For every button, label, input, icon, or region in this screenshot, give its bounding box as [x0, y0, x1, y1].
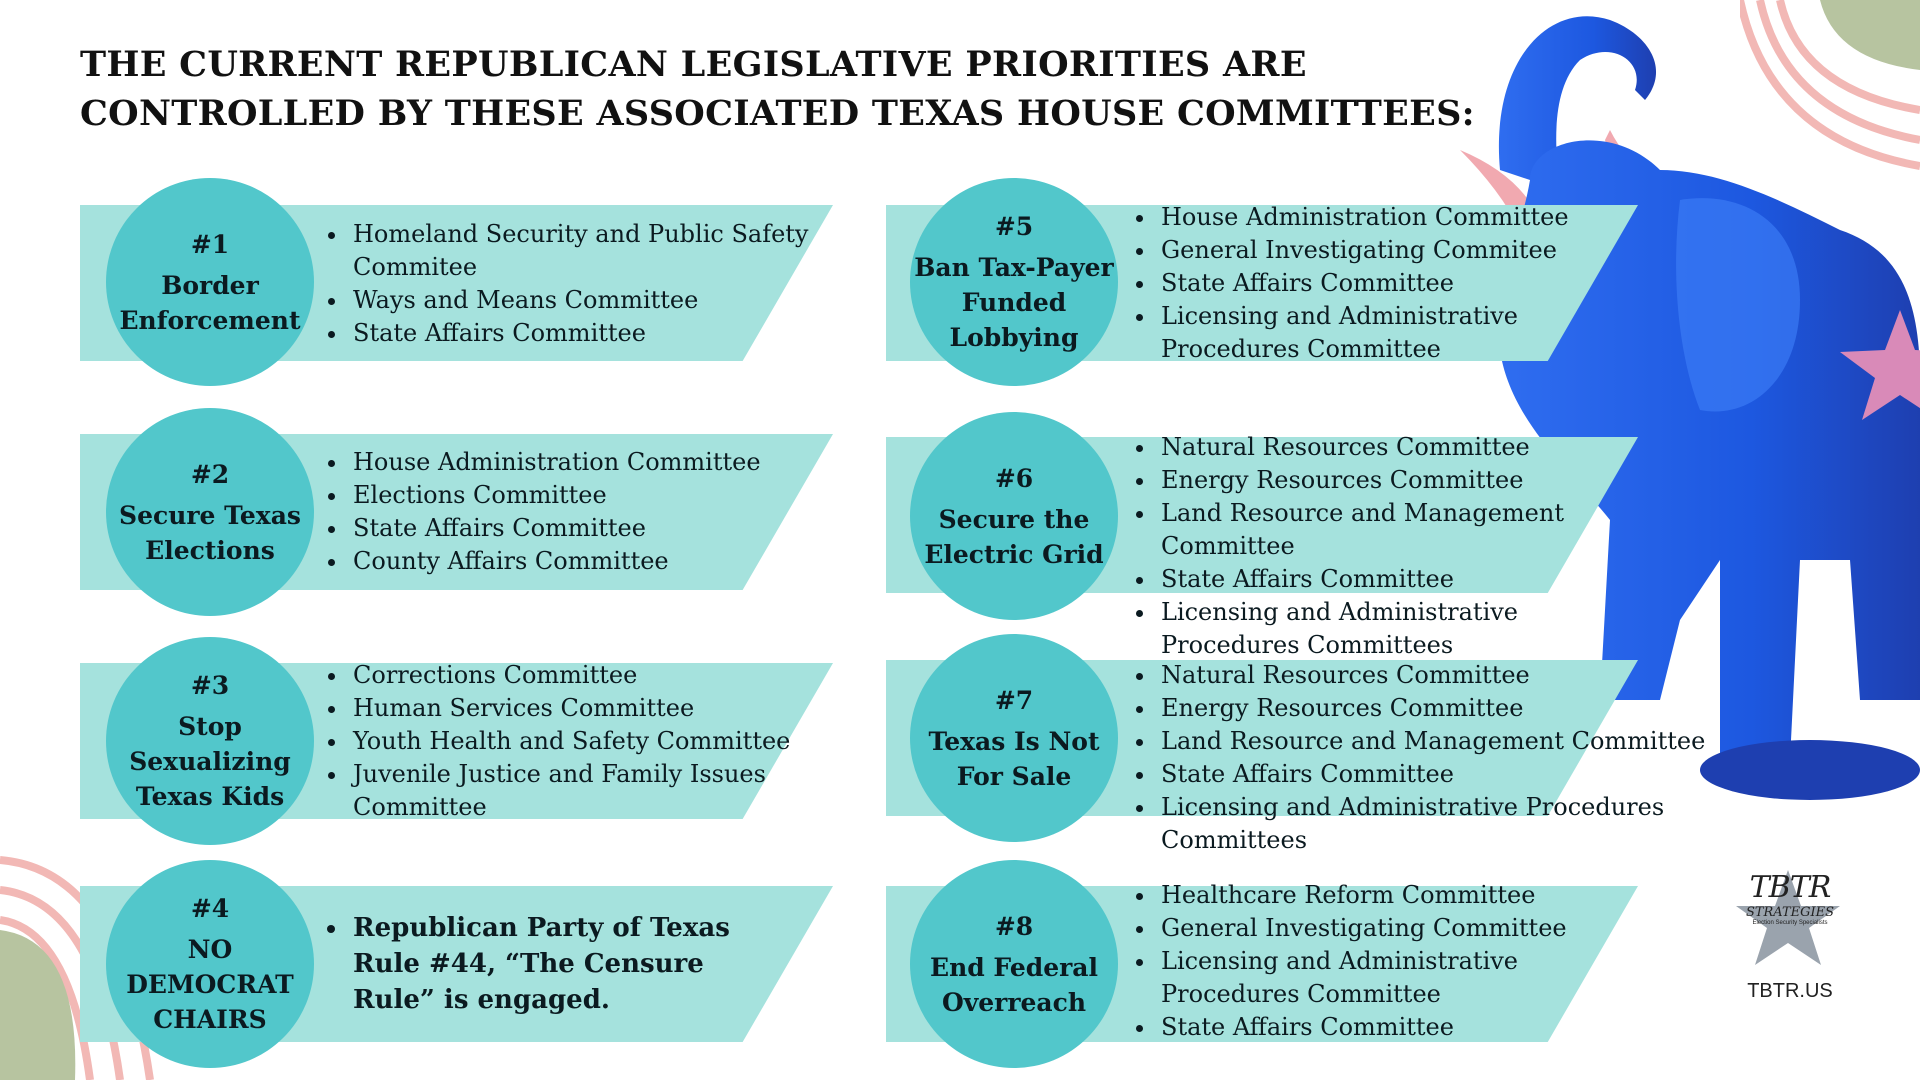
list-item: • Elections Committee [349, 479, 829, 512]
list-item: • Land Resource and Management Committee [1157, 497, 1587, 563]
list-item: • State Affairs Committee [1157, 758, 1717, 791]
list-item: • Healthcare Reform Committee [1157, 879, 1587, 912]
priority-number: #7 [994, 685, 1034, 715]
priority-title-line: Overreach [941, 987, 1087, 1017]
list-item: • House Administration Committee [349, 446, 829, 479]
priority-8-committees [1135, 879, 1587, 1044]
priority-title-line: Secure Texas [119, 500, 301, 530]
priority-title-line: Ban Tax-Payer [914, 253, 1114, 282]
list-item: • Corrections Committee [349, 659, 799, 692]
priority-number: #5 [994, 212, 1034, 241]
list-item: • General Investigating Commitee [1157, 234, 1617, 267]
priority-title-line: End Federal [930, 952, 1098, 982]
priority-4-circle [106, 860, 314, 1068]
priority-title-line: Funded [961, 288, 1067, 317]
priority-title-line: For Sale [956, 761, 1072, 791]
priority-7-circle [910, 634, 1118, 842]
list-item: • State Affairs Committee [349, 317, 829, 350]
list-item: • State Affairs Committee [349, 512, 829, 545]
list-item: • Natural Resources Committee [1157, 431, 1587, 464]
priority-2-circle [106, 408, 314, 616]
list-item: • Youth Health and Safety Committee [349, 725, 799, 758]
list-item: • Natural Resources Committee [1157, 659, 1717, 692]
list-item: • Licensing and Administrative Procedures Committee [1157, 945, 1587, 1011]
priority-title-line: Border [161, 270, 259, 300]
list-item: • State Affairs Committee [1157, 563, 1587, 596]
priority-3-committees [327, 659, 799, 824]
list-item: • Energy Resources Committee [1157, 692, 1717, 725]
list-item: • Human Services Committee [349, 692, 799, 725]
priority-title-line: Secure the [938, 504, 1090, 534]
priority-title-line: Electric Grid [924, 539, 1104, 569]
priority-title-line: Texas Is Not [928, 726, 1100, 756]
title-line-1: THE CURRENT REPUBLICAN LEGISLATIVE PRIORITIES ARE [80, 44, 1307, 85]
priority-1-circle [106, 178, 314, 386]
priority-number: #3 [190, 671, 230, 700]
list-item: • Republican Party of Texas Rule #44, “The Censure Rule” is engaged. [349, 910, 769, 1018]
logo-text: TBTR [1749, 870, 1831, 905]
priority-title-line: CHAIRS [153, 1005, 267, 1034]
logo-tagline: Election Security Specialists [1752, 920, 1828, 926]
site-url: TBTR.US [1747, 980, 1833, 1002]
list-item: • Energy Resources Committee [1157, 464, 1587, 497]
list-item: • State Affairs Committee [1157, 267, 1617, 300]
list-item: • Homeland Security and Public Safety Commitee [349, 218, 829, 284]
list-item: • House Administration Committee [1157, 201, 1617, 234]
priority-5-committees [1135, 201, 1617, 366]
priority-number: #2 [190, 459, 230, 489]
list-item: • County Affairs Committee [349, 545, 829, 578]
list-item: • General Investigating Committee [1157, 912, 1587, 945]
priority-2-committees [327, 446, 829, 578]
title-line-2: CONTROLLED BY THESE ASSOCIATED TEXAS HOUSE COMMITTEES: [80, 93, 1475, 134]
priority-title-line: DEMOCRAT [126, 970, 294, 999]
priority-3-circle [106, 637, 314, 845]
priority-6-committees [1135, 431, 1587, 662]
priority-title-line: Sexualizing [129, 747, 291, 776]
logo-subword: STRATEGIES [1745, 905, 1835, 920]
priority-number: #4 [190, 894, 230, 923]
priority-title-line: NO [187, 935, 233, 964]
priority-title-line: Texas Kids [135, 782, 285, 811]
priority-title-line: Lobbying [949, 323, 1079, 352]
priority-4-note [327, 910, 769, 1018]
list-item: • Licensing and Administrative Procedures Committees [1157, 791, 1717, 857]
priority-number: #1 [190, 229, 230, 259]
page-title [80, 40, 1475, 138]
list-item: • State Affairs Committee [1157, 1011, 1587, 1044]
priority-7-committees [1135, 659, 1717, 857]
priority-number: #8 [994, 911, 1034, 941]
list-item: • Land Resource and Management Committee [1157, 725, 1717, 758]
priority-1-committees [327, 218, 829, 350]
priority-8-circle [910, 860, 1118, 1068]
priority-6-circle [910, 412, 1118, 620]
logo [1720, 870, 1860, 926]
priority-5-circle [910, 178, 1118, 386]
priority-title-line: Elections [145, 535, 275, 565]
list-item: • Licensing and Administrative Procedures Committee [1157, 300, 1617, 366]
priority-number: #6 [994, 463, 1034, 493]
priority-title-line: Enforcement [119, 305, 301, 335]
list-item: • Licensing and Administrative Procedures Committees [1157, 596, 1587, 662]
list-item: • Ways and Means Committee [349, 284, 829, 317]
list-item: • Juvenile Justice and Family Issues Committee [349, 758, 799, 824]
priority-title-line: Stop [178, 712, 242, 741]
